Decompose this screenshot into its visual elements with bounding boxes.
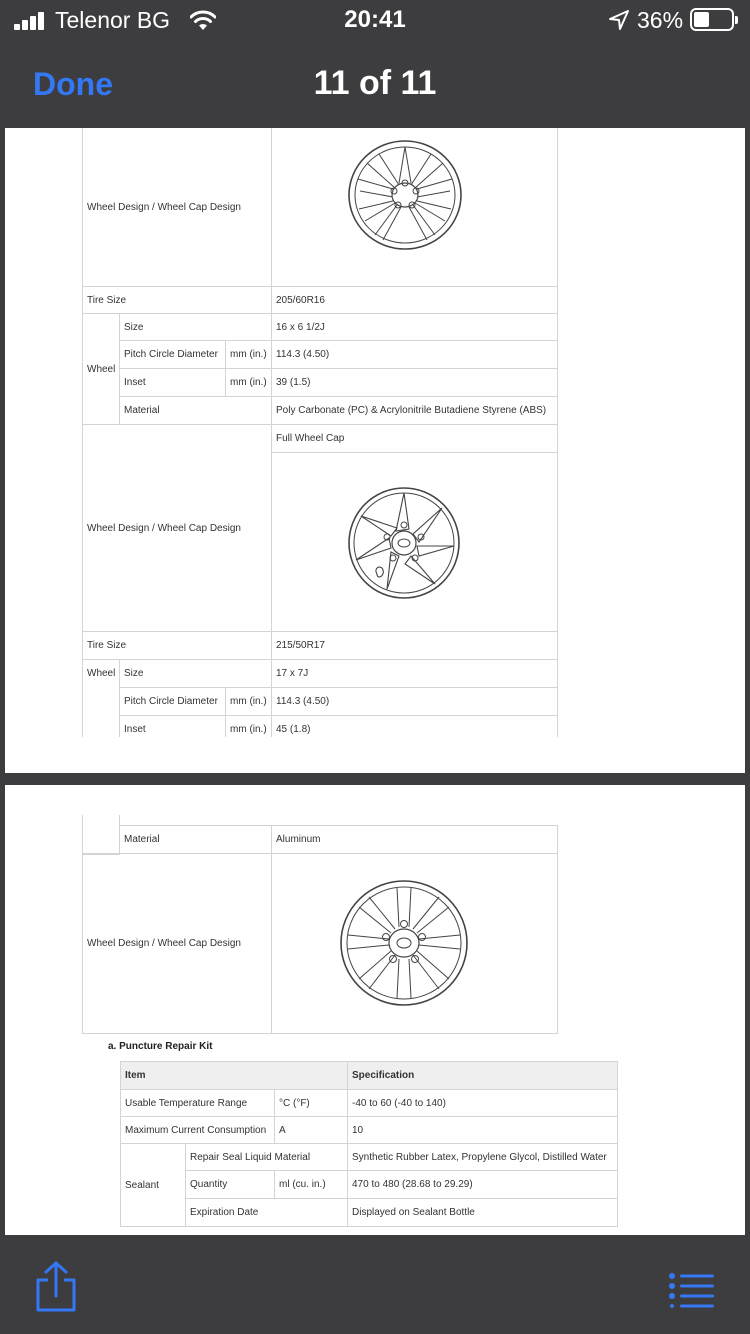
pcd-label: Pitch Circle Diameter [119,687,226,716]
wheel-drawing-1 [347,139,463,251]
inset-label: Inset [119,715,226,755]
material-value: Poly Carbonate (PC) & Acrylonitrile Butadiene Styrene (ABS) [271,396,558,425]
sealant-label: Sealant [120,1143,186,1227]
wheel-design-label: Wheel Design / Wheel Cap Design [82,128,272,287]
bottom-toolbar [0,1236,750,1334]
quantity-unit: ml (cu. in.) [274,1170,348,1199]
temp-label: Usable Temperature Range [120,1089,275,1117]
size-label: Size [119,313,272,341]
tire-size-label: Tire Size [82,631,272,660]
wheel-group-text: Wheel [87,668,116,679]
document-page[interactable] [5,128,745,773]
size-value: 16 x 6 1/2J [271,313,558,341]
size-value: 17 x 7J [271,659,558,688]
navigation-bar [0,40,750,128]
wheel-drawing-2 [347,486,461,600]
current-label: Maximum Current Consumption [120,1116,275,1144]
wheel-design-label: Wheel Design / Wheel Cap Design [82,424,272,632]
wheel-group-label: Wheel [82,313,120,425]
pcd-unit: mm (in.) [225,340,272,369]
pcd-label: Pitch Circle Diameter [119,340,226,369]
tire-size-value: 205/60R16 [271,286,558,314]
status-bar [0,0,750,40]
inset-unit: mm (in.) [225,368,272,397]
battery-percentage: 36% [637,7,684,33]
inset-value: 39 (1.5) [271,368,558,397]
current-value: 10 [347,1116,618,1144]
table-header-item: Item [120,1061,348,1090]
material-label: Material [119,825,272,854]
pcd-value: 114.3 (4.50) [271,687,558,716]
share-icon[interactable] [34,1260,78,1314]
clock: 20:41 [344,6,406,33]
pcd-unit: mm (in.) [225,687,272,716]
expiration-label: Expiration Date [185,1198,348,1227]
pcd-value: 114.3 (4.50) [271,340,558,369]
wheel-group-continued [82,815,120,855]
quantity-value: 470 to 480 (28.68 to 29.29) [347,1170,618,1199]
tire-size-value: 215/50R17 [271,631,558,660]
inset-unit: mm (in.) [225,715,272,755]
size-label: Size [119,659,272,688]
material-label: Material [119,396,272,425]
table-header-spec: Specification [347,1061,618,1090]
done-button[interactable]: Done [33,66,113,102]
page-bottom-margin [5,737,745,773]
list-icon[interactable] [668,1272,716,1308]
seal-material-label: Repair Seal Liquid Material [185,1143,348,1171]
section-title: a. Puncture Repair Kit [108,1041,213,1052]
location-arrow-icon [608,9,630,31]
quantity-label: Quantity [185,1170,275,1199]
document-page[interactable] [5,785,745,1235]
inset-label: Inset [119,368,226,397]
expiration-value: Displayed on Sealant Bottle [347,1198,618,1227]
inset-value: 45 (1.8) [271,715,558,755]
current-unit: A [274,1116,348,1144]
battery-icon [690,8,734,31]
wheel-design-label: Wheel Design / Wheel Cap Design [82,853,272,1034]
seal-material-value: Synthetic Rubber Latex, Propylene Glycol, Distilled Water [347,1143,618,1171]
carrier-name: Telenor BG [55,7,171,33]
temp-value: -40 to 60 (-40 to 140) [347,1089,618,1117]
temp-unit: °C (°F) [274,1089,348,1117]
material-value: Aluminum [271,825,558,854]
full-wheel-cap-label: Full Wheel Cap [271,424,558,453]
wheel-drawing-3 [339,879,469,1007]
page-counter: 11 of 11 [313,64,437,102]
tire-size-label: Tire Size [82,286,272,314]
